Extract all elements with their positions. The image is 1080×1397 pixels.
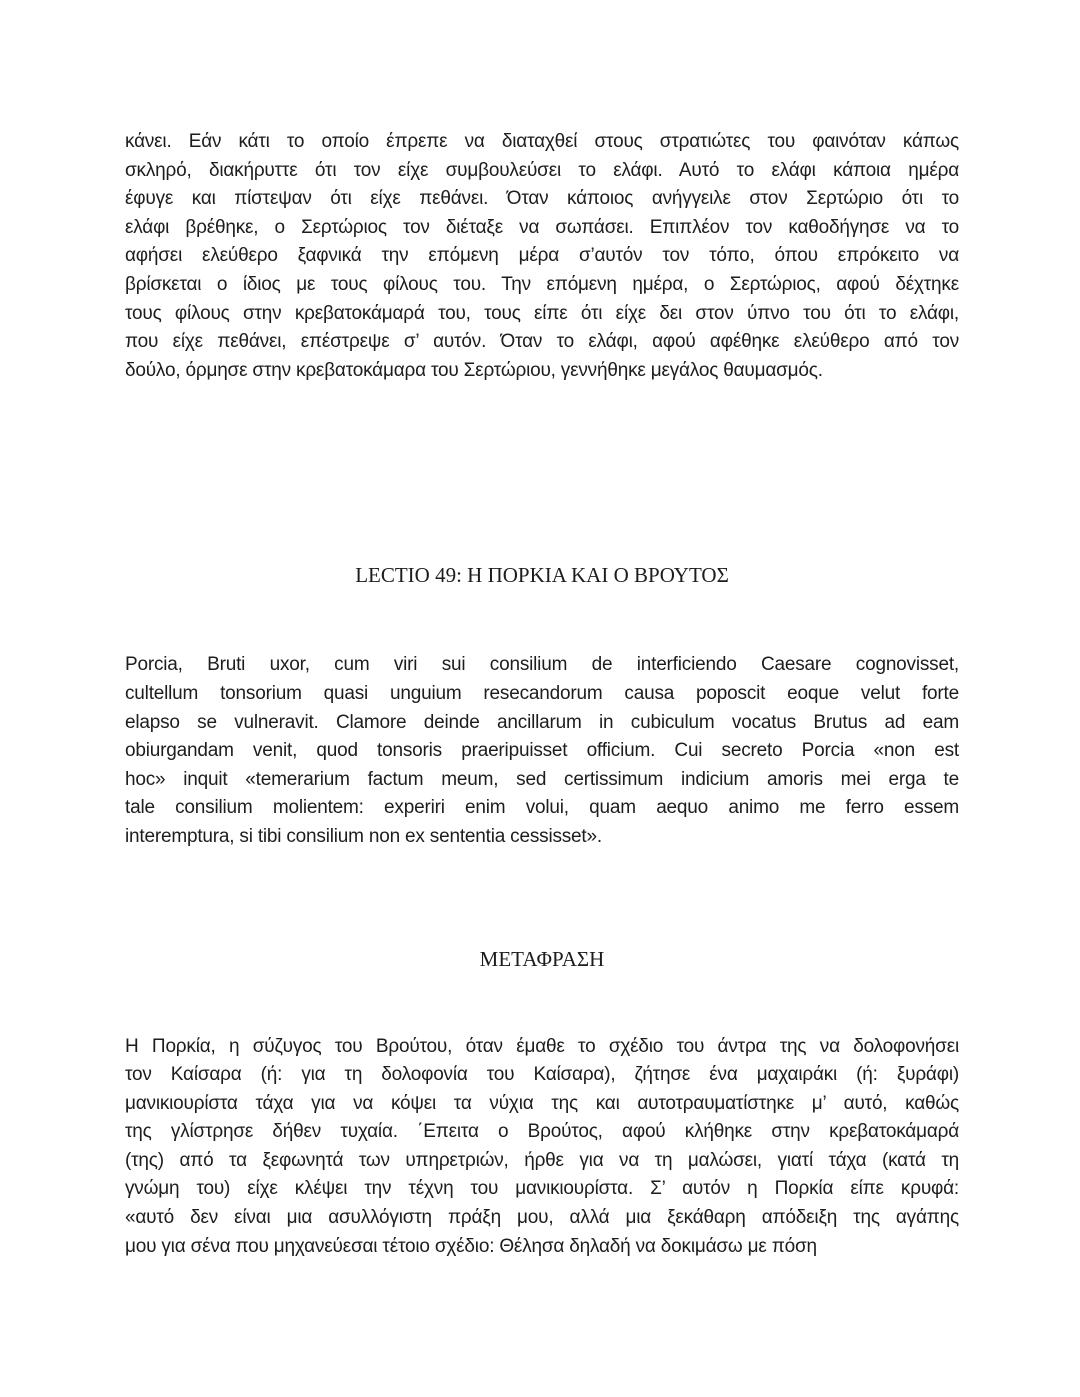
- text-line: obiurgandam venit, quod tonsoris praeripuisset officium. Cui secreto Porcia «non est: [125, 740, 959, 762]
- text-line: μανικιουρίστα τάχα για να κόψει τα νύχια της και αυτοτραυματίστηκε μ’ αυτό, καθώς: [125, 1092, 959, 1114]
- lectio-heading: LECTIO 49: Η ΠΟΡΚΙΑ ΚΑΙ Ο ΒΡΟΥΤΟΣ: [355, 563, 729, 588]
- text-line: σκληρό, διακήρυττε ότι τον είχε συμβουλεύσει το ελάφι. Αυτό το ελάφι κάποια ημέρα: [125, 159, 959, 181]
- text-line: γνώμη του) είχε κλέψει την τέχνη του μανικιουρίστα. Σ’ αυτόν η Πορκία είπε κρυφά:: [125, 1178, 959, 1200]
- text-line: (της) από τα ξεφωνητά των υπηρετριών, ήρθε για να τη μαλώσει, γιατί τάχα (κατά τη: [125, 1149, 959, 1171]
- text-line: μου για σένα που μηχανεύεσαι τέτοιο σχέδιο: Θέλησα δηλαδή να δοκιμάσω με πόση: [125, 1235, 817, 1257]
- text-line: έφυγε και πίστεψαν ότι είχε πεθάνει. Όταν κάποιος ανήγγειλε στον Σερτώριο ότι το: [125, 188, 959, 210]
- text-line: βρίσκεται ο ίδιος με τους φίλους του. Την επόμενη ημέρα, ο Σερτώριος, αφού δέχτηκε: [125, 273, 959, 295]
- text-line: κάνει. Εάν κάτι το οποίο έπρεπε να διαταχθεί στους στρατιώτες του φαινόταν κάπως: [125, 131, 959, 152]
- metafrasi-heading: ΜΕΤΑΦΡΑΣΗ: [479, 946, 605, 971]
- paragraph-latin: [125, 651, 959, 851]
- text-line: τους φίλους στην κρεβατοκάμαρά του, τους είπε ότι είχε δει στον ύπνο του ότι το ελάφι,: [125, 302, 959, 324]
- text-line: interemptura, si tibi consilium non ex sententia cessisset».: [125, 825, 602, 847]
- text-line: Η Πορκία, η σύζυγος του Βρούτου, όταν έμαθε το σχέδιο του άντρα της να δολοφονήσει: [125, 1035, 959, 1057]
- paragraph-sertorius: [125, 128, 959, 385]
- text-line: cultellum tonsorium quasi unguium resecandorum causa poposcit eoque velut forte: [125, 682, 959, 704]
- text-line: τον Καίσαρα (ή: για τη δολοφονία του Καίσαρα), ζήτησε ένα μαχαιράκι (ή: ξυράφι): [125, 1064, 959, 1086]
- text-line: Porcia, Bruti uxor, cum viri sui consilium de interficiendo Caesare cognovisset,: [125, 654, 959, 676]
- text-line: αφήσει ελεύθερο ξαφνικά την επόμενη μέρα σ’αυτόν τον τόπο, όπου επρόκειτο να: [125, 245, 959, 267]
- text-line: που είχε πεθάνει, επέστρεψε σ’ αυτόν. Όταν το ελάφι, αφού αφέθηκε ελεύθερο από τον: [125, 331, 959, 353]
- text-line: tale consilium molientem: experiri enim volui, quam aequo animo me ferro essem: [125, 797, 959, 819]
- text-line: ελάφι βρέθηκε, ο Σερτώριος τον διέταξε να σωπάσει. Επιπλέον τον καθοδήγησε να το: [125, 216, 959, 238]
- text-line: hoc» inquit «temerarium factum meum, sed certissimum indicium amoris mei erga te: [125, 768, 959, 790]
- text-line: δούλο, όρμησε στην κρεβατοκάμαρα του Σερτώριου, γεννήθηκε μεγάλος θαυμασμός.: [125, 359, 823, 381]
- text-line: της γλίστρησε δήθεν τυχαία. ΄Επειτα ο Βρούτος, αφού κλήθηκε στην κρεβατοκάμαρά: [125, 1121, 959, 1143]
- paragraph-translation: [125, 1033, 959, 1262]
- text-line: «αυτό δεν είναι μια ασυλλόγιστη πράξη μου, αλλά μια ξεκάθαρη απόδειξη της αγάπης: [125, 1207, 959, 1229]
- text-line: elapso se vulneravit. Clamore deinde ancillarum in cubiculum vocatus Brutus ad eam: [125, 711, 959, 733]
